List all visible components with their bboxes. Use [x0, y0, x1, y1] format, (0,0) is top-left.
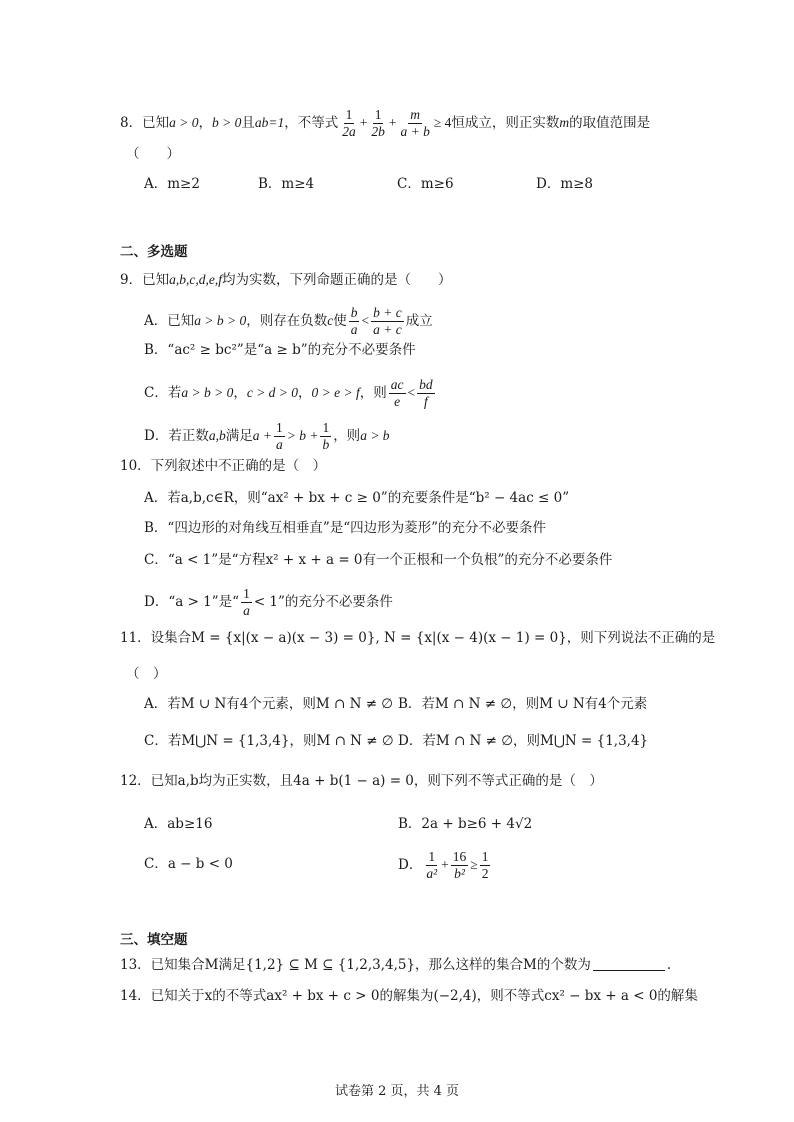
answer-blank[interactable] [593, 958, 665, 971]
option-c: C．a − b < 0 [144, 856, 233, 872]
option-b: B．“ac² ≥ bc²”是“a ≥ b”的充分不必要条件 [144, 342, 416, 358]
fraction: $\frac{16}{\text{b²}}$ [452, 849, 467, 882]
question-14-stem: 14．已知关于x的不等式ax² + bx + c > 0的解集为(−2,4)，则不等式cx² − bx + a < 0的解集 [120, 988, 698, 1004]
option-b: B．“四边形的对角线互相垂直”是“四边形为菱形”的充分不必要条件 [144, 520, 547, 536]
question-10-stem: 10．下列叙述中不正确的是（ ） [120, 458, 327, 474]
option-d: D．若正数a,b满足a + $\frac{1}{a}$ > b + $\frac{1}{b}$ ，则a > b [144, 420, 390, 453]
option-d: D．若M ∩ N ≠ ∅，则M⋃N = {1,3,4} [398, 733, 649, 749]
answer-paren: （ ） [126, 666, 167, 682]
question-8-stem: 8．已知a > 0，b > 0且ab=1，不等式 $\frac{1}{2a}$ + $\frac{1}{2b}$ + $\frac{m}{a + b}$ ≥ 4恒成立，则正实数m的取值范围是 [120, 107, 651, 140]
option-a: A．若a,b,c∈R，则“ax² + bx + c ≥ 0”的充要条件是“b² − 4ac ≤ 0” [144, 490, 570, 506]
option-c: C．若a > b > 0，c > d > 0，0 > e > f，则 $\frac{ac}{e}$ < $\frac{bd}{f}$ [144, 377, 433, 410]
fraction: $\frac{1}{\text{a²}}$ [426, 849, 438, 882]
fraction: $\frac{ac}{e}$ [390, 377, 404, 410]
option-d: D． $\frac{1}{\text{a²}}$ + $\frac{16}{\text{b²}}$ ≥ $\frac{1}{2}$ [398, 849, 489, 882]
option-d: D．“a > 1”是“ $\frac{1}{a}$ < 1”的充分不必要条件 [144, 586, 393, 619]
fraction: $\frac{1}{b}$ [322, 420, 330, 453]
section-title: 二、多选题 [120, 244, 188, 260]
fraction: $\frac{m}{a + b}$ [400, 107, 430, 140]
question-11-stem: 11．设集合M = {x|(x − a)(x − 3) = 0}, N = {x|(x − 4)(x − 1) = 0}，则下列说法不正确的是 [120, 630, 716, 646]
question-13-stem: 13．已知集合M满足{1,2} ⊆ M ⊆ {1,2,3,4,5}，那么这样的集合M的个数为 . [120, 957, 672, 973]
question-12-stem: 12．已知a,b均为正实数，且4a + b(1 − a) = 0，则下列不等式正确的是（ ） [120, 773, 603, 789]
fraction: $\frac{1}{2b}$ [371, 107, 385, 140]
option-a: A．已知a > b > 0，则存在负数c使 $\frac{b}{a}$ < $\frac{b + c}{a + c}$ 成立 [144, 305, 433, 338]
question-9-stem: 9．已知a,b,c,d,e,f均为实数，下列命题正确的是（ ） [120, 272, 452, 288]
option-c: C．m≥6 [397, 176, 454, 192]
fraction: $\frac{b}{a}$ [350, 305, 358, 338]
fraction: $\frac{1}{2a}$ [342, 107, 356, 140]
option-d: D．m≥8 [536, 176, 594, 192]
fraction: $\frac{bd}{f}$ [419, 377, 433, 410]
option-a: A．m≥2 [144, 176, 200, 192]
option-b: B．2a + b≥6 + 4√2 [398, 816, 533, 832]
answer-paren: （ ） [126, 146, 180, 162]
option-a: A．ab≥16 [144, 816, 213, 832]
page-footer: 试卷第 2 页，共 4 页 [334, 1084, 460, 1099]
fraction: $\frac{1}{a}$ [275, 420, 283, 453]
option-c: C．“a < 1”是“方程x² + x + a = 0有一个正根和一个负根”的充分不必要条件 [144, 552, 613, 568]
option-a: A．若M ∪ N有4个元素，则M ∩ N ≠ ∅ [144, 696, 394, 712]
option-b: B．若M ∩ N ≠ ∅，则M ∪ N有4个元素 [398, 696, 648, 712]
fraction: $\frac{b + c}{a + c}$ [373, 305, 402, 338]
option-c: C．若M⋃N = {1,3,4}，则M ∩ N ≠ ∅ [144, 733, 394, 749]
option-b: B．m≥4 [258, 176, 315, 192]
section-title: 三、填空题 [120, 932, 188, 948]
fraction: $\frac{1}{2}$ [481, 849, 489, 882]
fraction: $\frac{1}{a}$ [243, 586, 250, 619]
